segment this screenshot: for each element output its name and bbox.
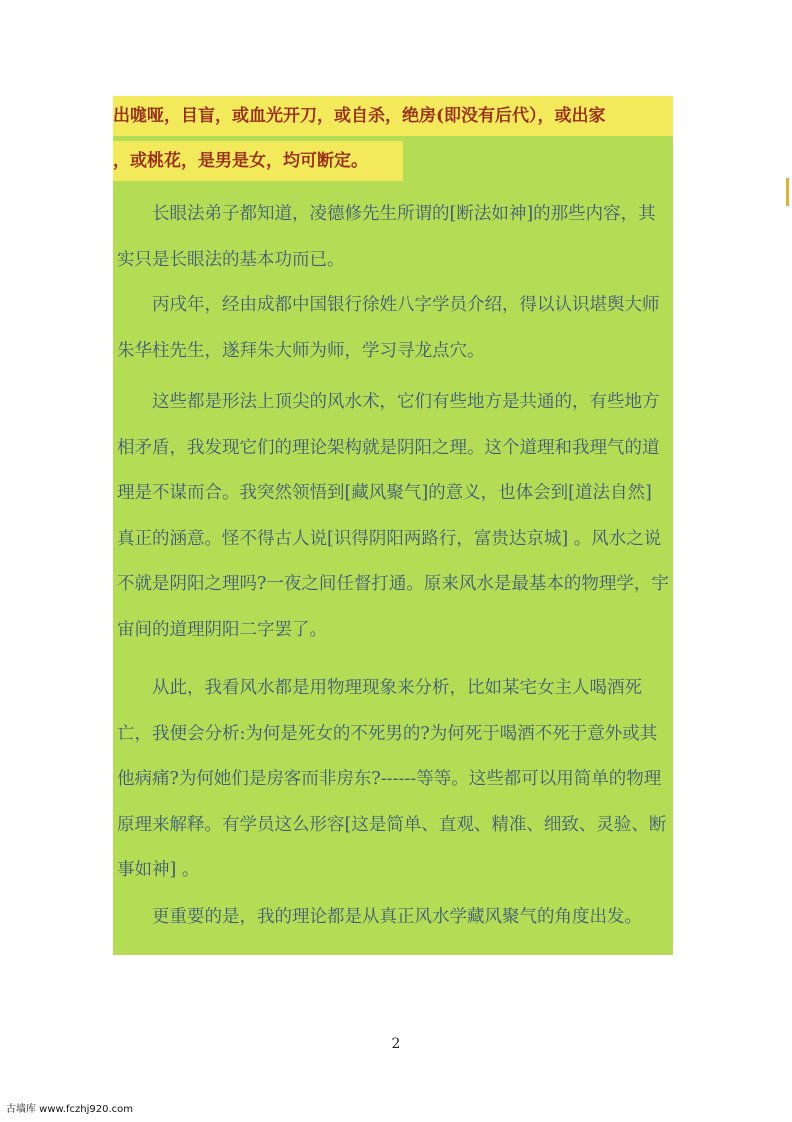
highlighted-line-2: ，或桃花，是男是女，均可断定。 (113, 141, 403, 181)
paragraph-4: 从此，我看风水都是用物理现象来分析，比如某宅女主人喝酒死亡，我便会分析:为何是死女的不死男的?为何死于喝酒不死于意外或其他病痛?为何她们是房客而非房东?------等等。这些都可以用简单的物理原理来解释。有学员这么形容[这是简单、直观、精准、细致、灵验、断事如神] 。 (117, 678, 667, 880)
highlighted-line-1: 出哤哑，目盲，或血光开刀，或自杀，绝房(即没有后代），或出家 (113, 96, 673, 136)
edge-marker (786, 178, 789, 206)
paragraph-5: 更重要的是，我的理论都是从真正风水学藏风聚气的角度出发。 (152, 907, 642, 927)
paragraph-2: 丙戌年，经由成都中国银行徐姓八字学员介绍，得以认识堪舆大师朱华柱先生，遂拜朱大师为师，学习寻龙点穴。 (117, 295, 660, 361)
paragraph-1: 长眼法弟子都知道，凌德修先生所谓的[断法如神]的那些内容，其实只是长眼法的基本功而已。 (117, 204, 656, 270)
paragraph-3: 这些都是形法上顶尖的风水术，它们有些地方是共通的，有些地方相矛盾，我发现它们的理论架构就是阴阳之理。这个道理和我理气的道理是不谋而合。我突然领悟到[藏风聚气]的意义，也体会到[道法自然]真正的涵意。怪不得古人说[识得阴阳两路行，富贵达京城] 。风水之说不就是阴阳之理吗?一夜之间任督打通。原来风水是最基本的物理学，宇宙间的道理阴阳二字罢了。 (117, 392, 669, 640)
page-number: 2 (391, 1036, 401, 1052)
footer-watermark: 古墙库 www.fczhj920.com (6, 1104, 133, 1115)
